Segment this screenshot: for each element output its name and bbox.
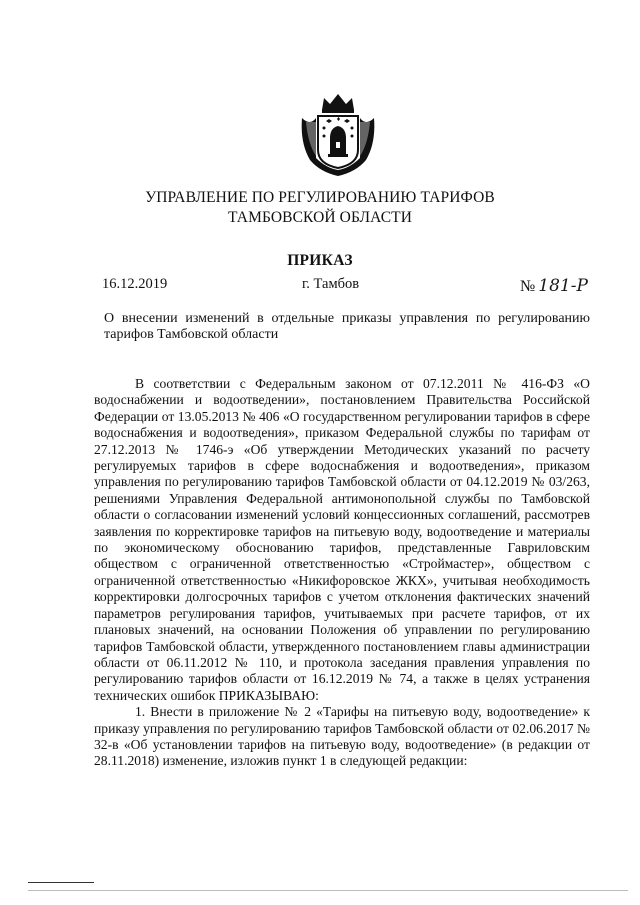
tambov-coat-of-arms-icon <box>296 88 380 180</box>
document-type-title: ПРИКАЗ <box>287 252 353 269</box>
document-city: г. Тамбов <box>302 276 360 292</box>
organization-name-line2: ТАМБОВСКОЙ ОБЛАСТИ <box>228 209 412 226</box>
document-number-prefix: № <box>520 278 536 295</box>
organization-name <box>0 188 640 228</box>
document-body <box>94 376 590 770</box>
body-paragraph-item-1: 1. Внести в приложение № 2 «Тарифы на питьевую воду, водоотведение» к приказу управления по регулированию тарифов Тамбовской области от 02.06.2017 № 32-в «Об установлении тарифов на питьевую воду, водоотведение» (в редакции от 28.11.2018) изменение, изложив пункт 1 в следующей редакции: <box>94 704 590 769</box>
footnote-divider <box>28 882 94 883</box>
organization-name-line1: УПРАВЛЕНИЕ ПО РЕГУЛИРОВАНИЮ ТАРИФОВ <box>145 189 495 206</box>
document-subject: О внесении изменений в отдельные приказы управления по регулированию тарифов Тамбовской области <box>104 311 590 342</box>
document-number <box>520 276 588 296</box>
document-date: 16.12.2019 <box>102 276 168 292</box>
body-paragraph-preamble: В соответствии с Федеральным законом от 07.12.2011 № 416-ФЗ «О водоснабжении и водоотведении», постановлением Правительства Российской Федерации от 13.05.2013 № 406 «О государственном регулировании тарифов в сфере водоснабжения и водоотведения», приказом Федеральной службы по тарифам от 27.12.2013 № 1746-э «Об утверждении Методических указаний по расчету регулируемых тарифов в сфере водоснабжения и водоотведения», приказом управления по регулированию тарифов Тамбовской области от 04.12.2019 № 03/263, решениями Управления Федеральной антимонопольной службы по Тамбовской области о согласовании изменений условий концессионных соглашений, рассмотрев заявления по корректировке тарифов на питьевую воду, водоотведение и материалы по экономическому обоснованию тарифов, представленные Гавриловским обществом с ограниченной ответственностью «Строймастер», обществом с ограниченной ответственностью «Никифоровское ЖКХ», учитывая необходимость корректировки долгосрочных тарифов с учетом отклонения фактических значений параметров регулирования тарифов, учитываемых при расчете тарифов, от их плановых значений, на основании Положения об управлении по регулированию тарифов Тамбовской области, утвержденного постановлением главы администрации области от 06.11.2012 № 110, и протокола заседания правления управления по регулированию тарифов области от 16.12.2019 № 74, а также в целях устранения технических ошибок ПРИКАЗЫВАЮ: <box>94 376 590 703</box>
document-number-handwritten: 181-Р <box>538 276 588 296</box>
scan-edge-line <box>28 890 628 891</box>
